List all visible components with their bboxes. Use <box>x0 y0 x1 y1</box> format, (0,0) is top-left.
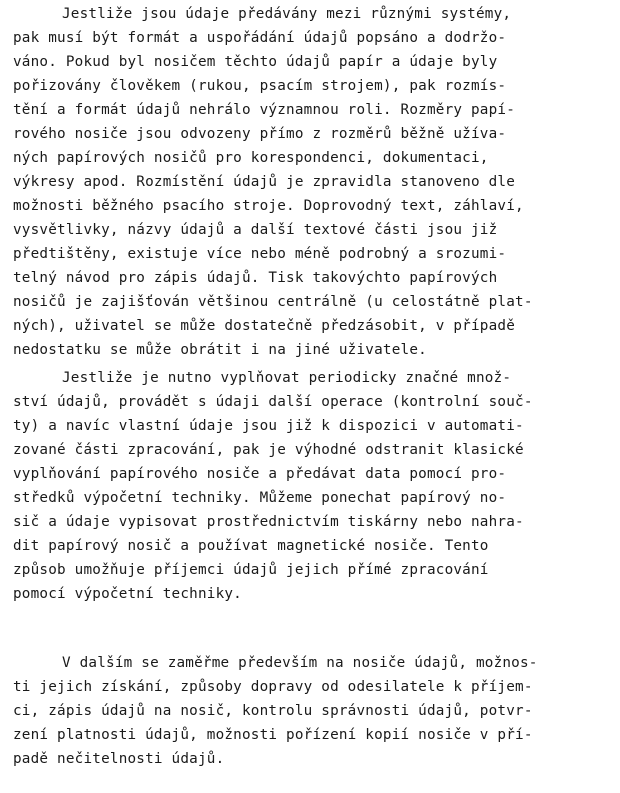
text-line: ných), uživatel se může dostatečně předzásobit, v případě <box>13 318 516 334</box>
text-line: zení platnosti údajů, možnosti pořízení kopií nosiče v pří- <box>13 727 533 743</box>
text-line: způsob umožňuje příjemci údajů jejich přímé zpracování <box>13 562 489 578</box>
text-line: telný návod pro zápis údajů. Tisk takovýchto papírových <box>13 270 498 286</box>
text-line: padě nečitelnosti údajů. <box>13 751 225 767</box>
text-line: ci, zápis údajů na nosič, kontrolu správnosti údajů, potvr- <box>13 703 533 719</box>
text-line: sič a údaje vypisovat prostřednictvím tiskárny nebo nahra- <box>13 514 524 530</box>
text-line: možnosti běžného psacího stroje. Doprovodný text, záhlaví, <box>13 198 524 214</box>
text-line: tění a formát údajů nehrálo významnou roli. Rozměry papí- <box>13 102 516 118</box>
text-line: V dalším se zaměřme především na nosiče údajů, možnos- <box>62 655 538 671</box>
text-line: nedostatku se může obrátit i na jiné uživatele. <box>13 342 427 358</box>
text-line: ty) a navíc vlastní údaje jsou již k dispozici v automati- <box>13 418 524 434</box>
text-line: váno. Pokud byl nosičem těchto údajů papír a údaje byly <box>13 54 498 70</box>
text-line: vyplňování papírového nosiče a předávat data pomocí pro- <box>13 466 507 482</box>
text-line: středků výpočetní techniky. Můžeme ponechat papírový no- <box>13 490 507 506</box>
text-line: dit papírový nosič a používat magnetické nosiče. Tento <box>13 538 489 554</box>
text-line: ství údajů, provádět s údaji další operace (kontrolní souč- <box>13 394 533 410</box>
text-line: rového nosiče jsou odvozeny přímo z rozměrů běžně užíva- <box>13 126 507 142</box>
text-line: vysvětlivky, názvy údajů a další textové části jsou již <box>13 222 498 238</box>
text-line: pomocí výpočetní techniky. <box>13 586 242 602</box>
text-line: pak musí být formát a uspořádání údajů popsáno a dodržo- <box>13 30 507 46</box>
text-line: ti jejich získání, způsoby dopravy od odesilatele k příjem- <box>13 679 533 695</box>
text-line: Jestliže je nutno vyplňovat periodicky značné množ- <box>62 370 512 386</box>
text-line: předtištěny, existuje více nebo méně podrobný a srozumi- <box>13 246 507 262</box>
text-line: Jestliže jsou údaje předávány mezi různými systémy, <box>62 6 512 22</box>
text-line: zované části zpracování, pak je výhodné odstranit klasické <box>13 442 524 458</box>
text-line: pořizovány člověkem (rukou, psacím strojem), pak rozmís- <box>13 78 507 94</box>
text-line: nosičů je zajišťován většinou centrálně (u celostátně plat- <box>13 294 533 310</box>
text-line: výkresy apod. Rozmístění údajů je zpravidla stanoveno dle <box>13 174 516 190</box>
text-line: ných papírových nosičů pro korespondenci, dokumentaci, <box>13 150 489 166</box>
